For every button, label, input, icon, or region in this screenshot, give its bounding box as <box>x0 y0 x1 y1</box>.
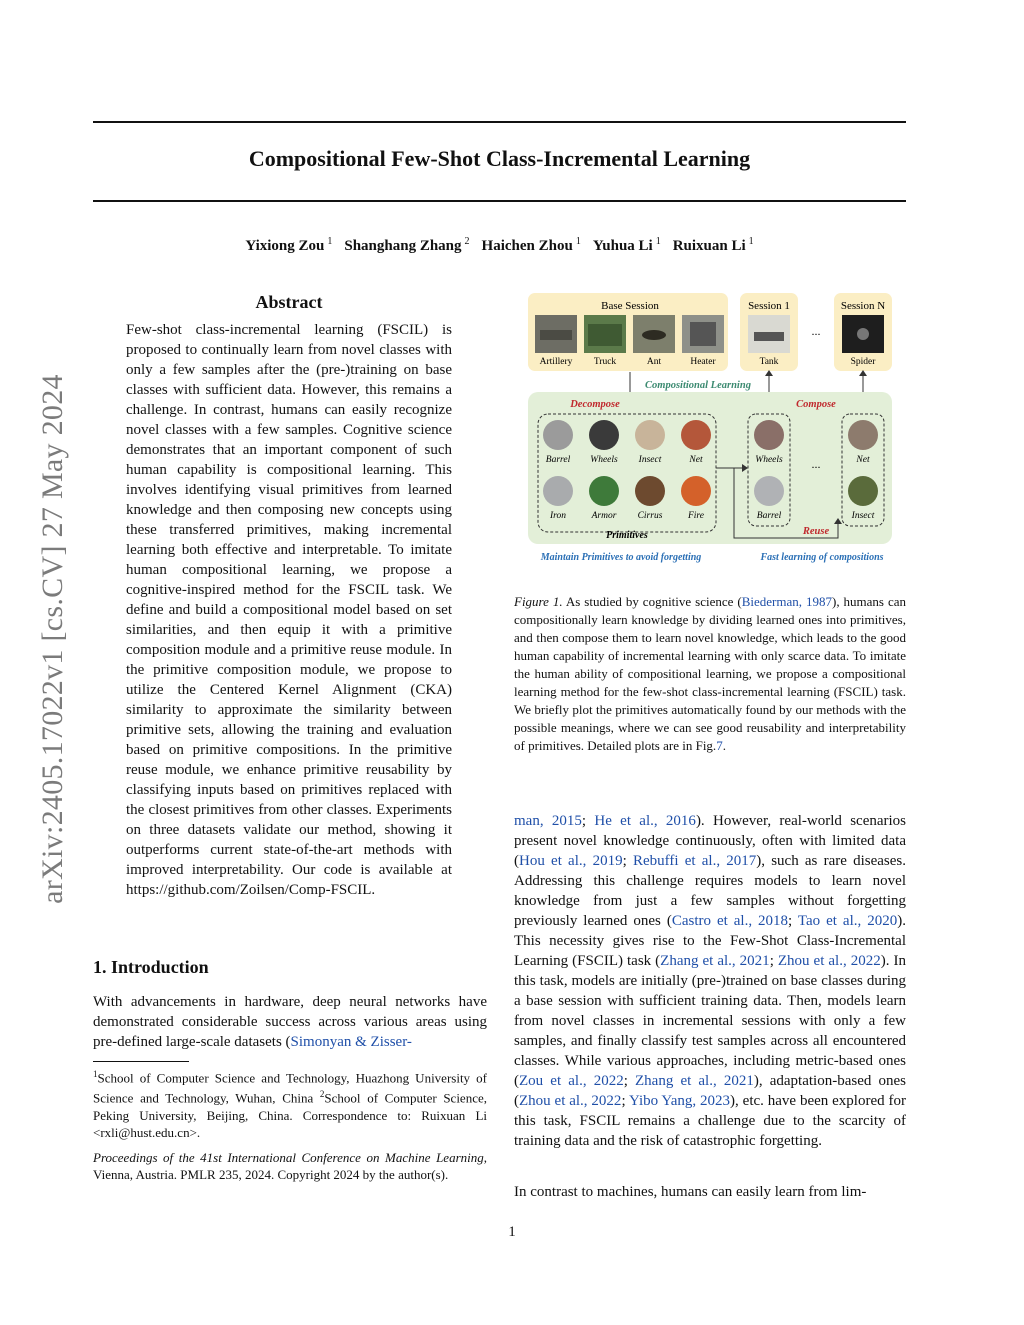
citation-link[interactable]: man, 2015 <box>514 813 582 829</box>
citation-link[interactable]: Zhou et al., 2022 <box>519 1093 622 1109</box>
spider-insect-image <box>848 476 878 506</box>
introduction-text <box>93 992 487 1052</box>
figure-1 <box>520 290 905 570</box>
caption-label: Figure 1. <box>514 594 563 609</box>
citation-link[interactable]: Tao et al., 2020 <box>797 913 898 929</box>
author-affiliation-marker: 1 <box>327 236 333 247</box>
reuse-label: Reuse <box>802 526 830 537</box>
paper-title: Compositional Few-Shot Class-Incremental Learning <box>248 146 751 171</box>
body-text: ; <box>622 853 633 869</box>
title-bottom-rule <box>93 200 906 202</box>
label-spider: Spider <box>850 357 876 367</box>
prim-iron-image <box>543 476 573 506</box>
truck-shape <box>588 324 622 346</box>
citation-link[interactable]: Simonyan & Zisser- <box>290 1034 412 1050</box>
footnote-rule <box>93 1061 189 1062</box>
body-text: ), etc. have been explored for this task, FSCIL remains a challenge due to the scarcity of training data and the risk of catastrophic forgetting. <box>514 1093 906 1149</box>
affiliation-footnote <box>93 1066 487 1141</box>
body-text: ; <box>623 1073 635 1089</box>
citation-link[interactable]: Zhang et al., 2021 <box>635 1073 754 1089</box>
decompose-label: Decompose <box>570 399 620 410</box>
figure-7-link[interactable]: 7 <box>716 738 723 753</box>
prim-barrel-image <box>543 420 573 450</box>
author-affiliation-marker: 1 <box>575 236 581 247</box>
figure-1-caption <box>514 593 906 755</box>
primitives-title: Primitives <box>606 530 648 541</box>
spider-shape <box>857 328 869 340</box>
body-text: ; <box>581 813 595 829</box>
label-truck: Truck <box>593 357 617 367</box>
top-rule <box>93 121 906 123</box>
base-session-title: Base Session <box>601 300 659 312</box>
intro-text-start: With advancements in hardware, deep neural networks have demonstrated considerable success across various areas using pre-defined large-scale datasets ( <box>93 994 487 1050</box>
caption-text-1: As studied by cognitive science ( <box>562 594 742 609</box>
footnote-marker-2: 2 <box>319 1089 325 1100</box>
prim-cirrus-image <box>635 476 665 506</box>
prim-armor: Armor <box>591 511 617 521</box>
citation-link[interactable]: Zou et al., 2022 <box>519 1073 624 1089</box>
fast-learning-label: Fast learning of compositions <box>760 552 884 563</box>
caption-text-2: ), humans can compositionally learn knowledge by dividing learned ones into primitives, and then compose them to learn novel knowledge, which leads to the good human capability of incremental learning with only scarce data. To imitate the human ability of compositional learning, we propose a compositional learning method for the few-shot class-incremental learning (FSCIL) task. We briefly plot the primitives automatically found by our methods with the possible meanings, where we can see good reusability and interpretability of primitives. Detailed plots are in Fig. <box>514 594 906 753</box>
author-name: Shanghang Zhang $^2$ <box>344 236 470 254</box>
body-text: ; <box>621 1093 629 1109</box>
author-affiliation-marker: 1 <box>748 236 754 247</box>
tank-barrel-image <box>754 476 784 506</box>
artillery-shape <box>540 330 572 340</box>
author-name: Ruixuan Li $^1$ <box>672 236 754 254</box>
tank-prim-wheels: Wheels <box>755 455 783 465</box>
citation-link[interactable]: Zhou et al., 2022 <box>777 953 881 969</box>
prim-barrel: Barrel <box>545 455 571 465</box>
caption-text-3: . <box>722 738 726 753</box>
body-text: ), such as rare diseases. Addressing this challenge requires models to learn novel knowledge from just a few samples without forgetting previously learned ones ( <box>514 853 907 929</box>
author-name: Haichen Zhou $^1$ <box>481 236 581 254</box>
compositional-learning-label: Compositional Learning <box>645 380 751 391</box>
author-list <box>93 236 906 255</box>
citation-link[interactable]: Castro et al., 2018 <box>671 913 789 929</box>
affiliation-2: School of Computer Science, Peking University, Beijing, China. Correspondence to: Ruixuan Li <rxli@hust.edu.cn>. <box>93 1090 487 1140</box>
prim-fire-image <box>681 476 711 506</box>
session-ellipsis: ... <box>811 324 821 338</box>
right-column-paragraph-1 <box>514 811 906 1151</box>
spider-prim-insect: Insect <box>851 511 875 521</box>
proceedings-venue: Proceedings of the 41st International Conference on Machine Learning <box>93 1150 484 1165</box>
label-tank: Tank <box>759 357 779 367</box>
prim-fire: Fire <box>687 511 705 521</box>
session-1-title: Session 1 <box>748 300 790 312</box>
compose-label: Compose <box>796 399 836 410</box>
caption-citation[interactable]: Biederman, 1987 <box>741 594 832 609</box>
abstract-heading: Abstract <box>255 292 323 312</box>
label-artillery: Artillery <box>539 357 573 367</box>
spider-prim-net: Net <box>856 455 870 465</box>
prim-insect-image <box>635 420 665 450</box>
citation-link[interactable]: Yibo Yang, 2023 <box>628 1093 731 1109</box>
tank-wheels-image <box>754 420 784 450</box>
prim-iron: Iron <box>549 511 567 521</box>
body-text: ). In this task, models are initially (pre-)trained on base classes during a base session with sufficient training data. Then, models learn from novel classes in incremental sessions with only a few samples, and finally classify test samples across all encountered classes. While various approaches, including metric-based ones ( <box>514 953 906 1089</box>
label-heater: Heater <box>690 357 716 367</box>
author-affiliation-marker: 1 <box>655 236 661 247</box>
prim-cirrus: Cirrus <box>637 511 663 521</box>
spider-net-image <box>848 420 878 450</box>
proceedings-rest: , Vienna, Austria. PMLR 235, 2024. Copyright 2024 by the author(s). <box>93 1150 487 1182</box>
author-name: Yuhua Li $^1$ <box>592 236 661 254</box>
composition-ellipsis: ... <box>811 457 821 471</box>
abstract-text: Few-shot class-incremental learning (FSCIL) is proposed to continually learn from novel classes with only a few samples after the (pre-)training on base classes with sufficient data. However, this remains a challenge. In contrast, humans can easily recognize novel classes with a few samples. Cognitive science demonstrates that an important component of such human capability is compositional learning. This involves identifying visual primitives from learned knowledge and then composing new concepts using these transferred primitives, making incremental learning both effective and interpretable. To imitate human compositional learning, we propose a cognitive-inspired method for the FSCIL task. We define and build a compositional model based on set similarities, and then equip it with a primitive composition module and a primitive reuse module. In the primitive composition module, we propose to utilize the Centered Kernel Alignment (CKA) similarity to approximate the similarity between primitive sets, allowing the training and evaluation based on primitive compositions. In the primitive reuse module, we enhance primitive reusability by classifying inputs based on primitives replaced with the closest primitives from other classes. Experiments on three datasets validate our method, showing it outperforms current state-of-the-art methods with improved interpretability. Our code is available at https://github.com/Zoilsen/Comp-FSCIL. <box>126 322 452 898</box>
prim-net-image <box>681 420 711 450</box>
citation-link[interactable]: He et al., 2016 <box>594 813 696 829</box>
body-text: ; <box>769 953 778 969</box>
proceedings-note <box>93 1149 487 1183</box>
label-ant: Ant <box>646 357 662 367</box>
right-column-paragraph-2: In contrast to machines, humans can easily learn from lim- <box>514 1184 867 1200</box>
author-name: Yixiong Zou $^1$ <box>245 236 333 254</box>
heater-shape <box>690 322 716 346</box>
footnote-marker-1: 1 <box>93 1069 98 1079</box>
citation-link[interactable]: Rebuffi et al., 2017 <box>632 853 757 869</box>
prim-net: Net <box>689 455 703 465</box>
prim-insect: Insect <box>638 455 662 465</box>
session-n-title: Session N <box>840 300 886 312</box>
body-text: ). However, real-world scenarios present novel knowledge continuously, often with limited data ( <box>514 813 907 869</box>
author-affiliation-marker: 2 <box>464 236 470 247</box>
body-text: ). This necessity gives rise to the Few-Shot Class-Incremental Learning (FSCIL) task ( <box>514 913 906 969</box>
tank-prim-barrel: Barrel <box>756 511 782 521</box>
body-text: ), adaptation-based ones ( <box>514 1073 906 1109</box>
arxiv-id: arXiv:2405.17022v1 [cs.CV] 27 May 2024 <box>36 374 69 904</box>
body-text: ; <box>788 913 798 929</box>
prim-armor-image <box>589 476 619 506</box>
citation-link[interactable]: Zhang et al., 2021 <box>660 953 770 969</box>
citation-link[interactable]: Hou et al., 2019 <box>519 853 623 869</box>
prim-wheels-image <box>589 420 619 450</box>
maintain-primitives-label: Maintain Primitives to avoid forgetting <box>540 552 702 563</box>
tank-shape <box>754 332 784 341</box>
prim-wheels: Wheels <box>590 455 618 465</box>
introduction-heading: 1. Introduction <box>93 957 209 977</box>
affiliation-1: School of Computer Science and Technology, Huazhong University of Science and Technology, Wuhan, China <box>93 1070 487 1106</box>
ant-shape <box>642 330 666 340</box>
page-number: 1 <box>508 1224 516 1240</box>
